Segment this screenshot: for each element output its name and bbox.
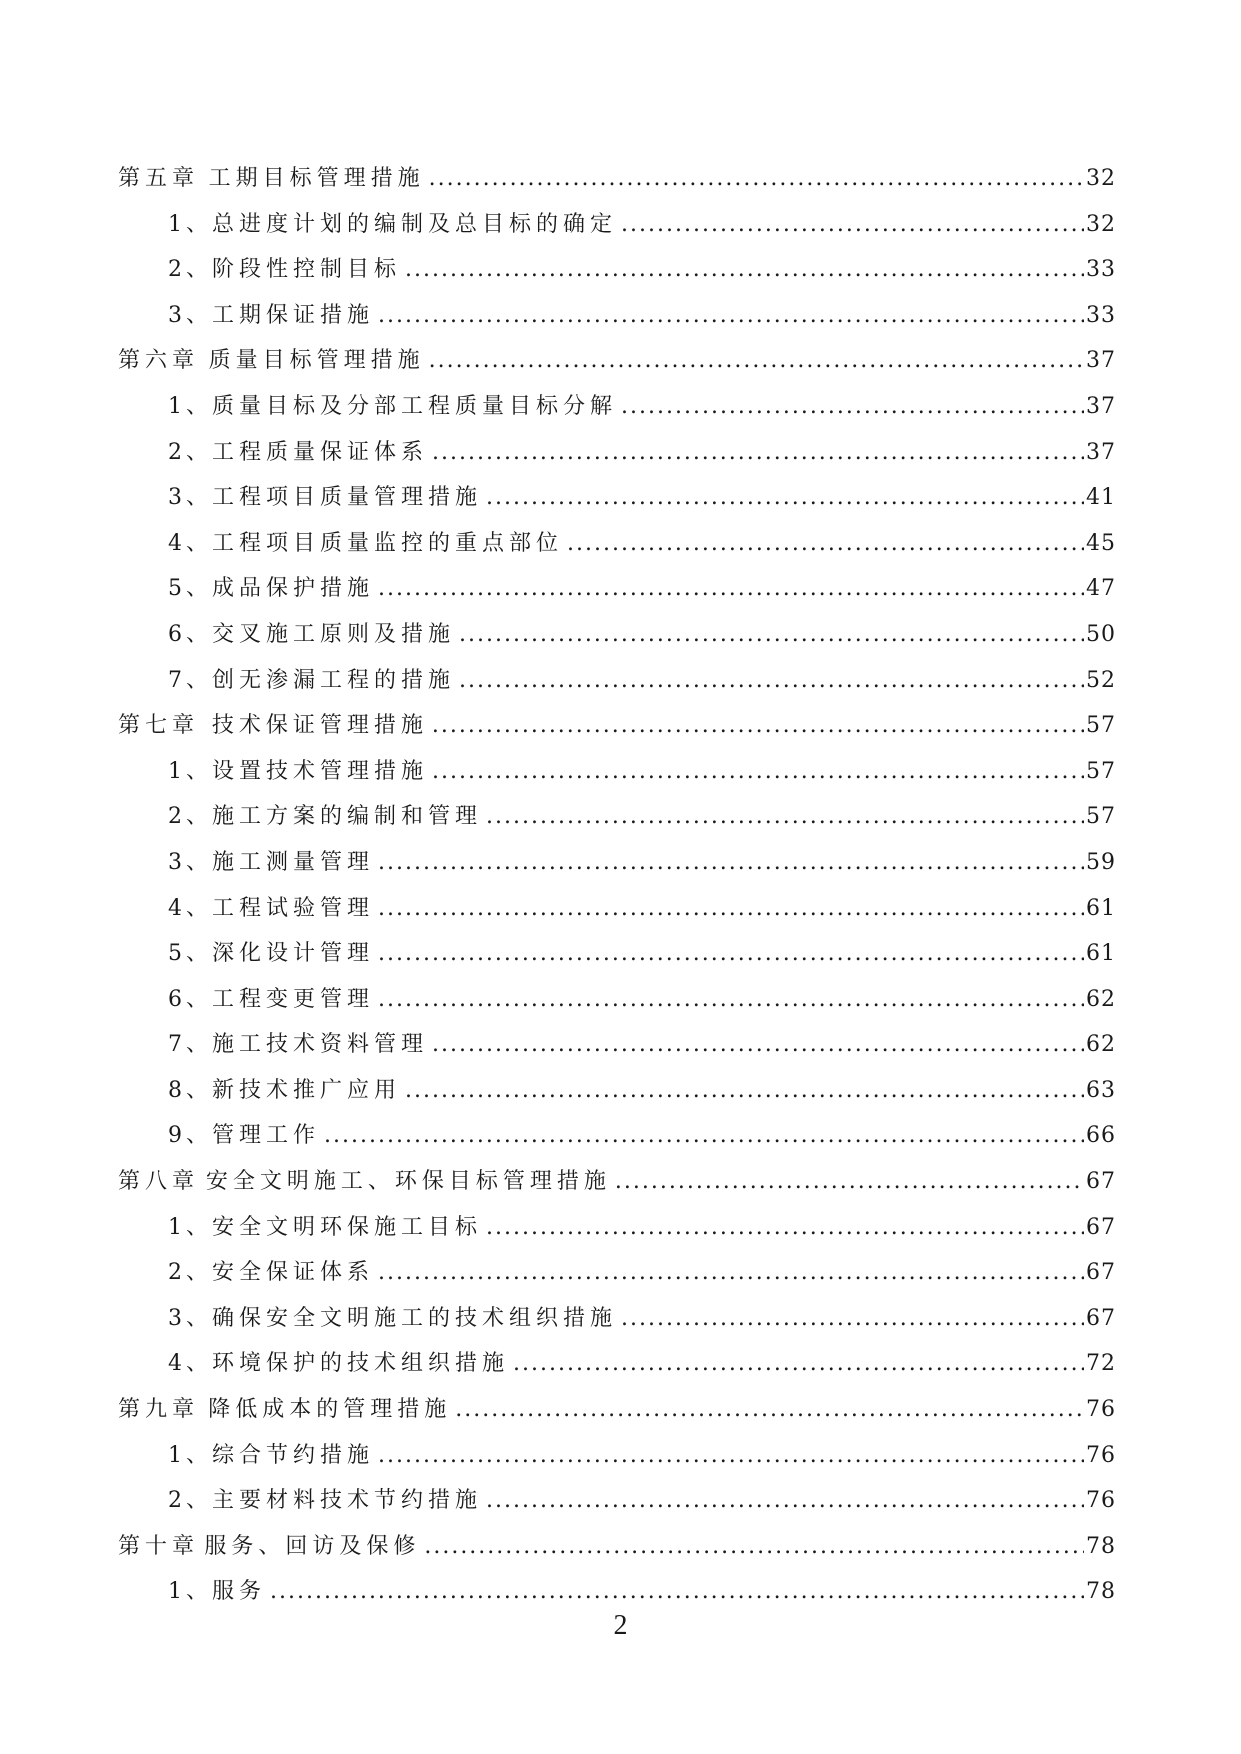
entry-title: 工期目标管理措施 — [208, 166, 425, 191]
toc-section-entry[interactable] — [118, 1478, 1116, 1524]
entry-page-number: 78 — [1086, 1533, 1116, 1559]
entry-title: 施工方案的编制和管理 — [212, 804, 483, 830]
entry-title: 阶段性控制目标 — [212, 257, 402, 283]
section-number: 2、 — [168, 1488, 212, 1514]
section-number: 4、 — [168, 1351, 212, 1377]
entry-title: 环境保护的技术组织措施 — [212, 1351, 510, 1377]
toc-section-entry[interactable] — [118, 475, 1116, 521]
section-number: 1、 — [168, 758, 212, 784]
entry-page-number: 62 — [1086, 1032, 1116, 1058]
entry-page-number: 57 — [1086, 713, 1116, 739]
entry-page-number: 50 — [1086, 621, 1116, 647]
dot-leader — [378, 977, 1084, 1023]
dot-leader — [455, 1387, 1084, 1433]
section-number: 1、 — [168, 1579, 212, 1605]
entry-page-number: 63 — [1086, 1077, 1116, 1103]
entry-title: 工程试验管理 — [212, 895, 375, 921]
dot-leader — [270, 1569, 1084, 1615]
entry-page-number: 37 — [1086, 393, 1116, 419]
entry-page-number: 37 — [1086, 348, 1116, 374]
toc-section-entry[interactable] — [118, 794, 1116, 840]
entry-title: 交叉施工原则及措施 — [212, 621, 456, 647]
toc-section-entry[interactable] — [118, 430, 1116, 476]
entry-title: 施工测量管理 — [212, 849, 375, 875]
dot-leader — [459, 658, 1084, 704]
entry-page-number: 61 — [1086, 941, 1116, 967]
chapter-label: 第七章 — [118, 713, 200, 739]
dot-leader — [621, 384, 1084, 430]
entry-page-number: 78 — [1086, 1579, 1116, 1605]
toc-section-entry[interactable] — [118, 384, 1116, 430]
entry-page-number: 45 — [1086, 530, 1116, 556]
entry-page-number: 47 — [1086, 576, 1116, 602]
chapter-label: 第五章 — [118, 166, 200, 191]
section-number: 9、 — [168, 1123, 212, 1149]
dot-leader — [405, 1068, 1084, 1114]
section-number: 5、 — [168, 941, 212, 967]
dot-leader — [405, 247, 1084, 293]
toc-section-entry[interactable] — [118, 931, 1116, 977]
entry-title: 新技术推广应用 — [212, 1077, 402, 1103]
entry-title: 降低成本的管理措施 — [208, 1397, 452, 1423]
toc-section-entry[interactable] — [118, 293, 1116, 339]
section-number: 1、 — [168, 1214, 212, 1240]
entry-title: 创无渗漏工程的措施 — [212, 667, 456, 693]
entry-title: 技术保证管理措施 — [211, 713, 428, 739]
entry-page-number: 67 — [1086, 1214, 1116, 1240]
entry-page-number: 61 — [1086, 895, 1116, 921]
dot-leader — [378, 1250, 1084, 1296]
dot-leader — [459, 612, 1084, 658]
page-number: 2 — [613, 1610, 628, 1641]
toc-chapter-entry[interactable] — [118, 703, 1116, 749]
dot-leader — [378, 840, 1084, 886]
entry-page-number: 66 — [1086, 1123, 1116, 1149]
toc-section-entry[interactable] — [118, 1022, 1116, 1068]
entry-title: 深化设计管理 — [212, 941, 375, 967]
entry-page-number: 76 — [1086, 1442, 1116, 1468]
toc-chapter-entry[interactable] — [118, 1387, 1116, 1433]
toc-section-entry[interactable] — [118, 566, 1116, 612]
section-number: 3、 — [168, 485, 212, 511]
entry-title: 工程变更管理 — [212, 986, 375, 1012]
section-number: 3、 — [168, 1305, 212, 1331]
entry-page-number: 76 — [1086, 1397, 1116, 1423]
entry-page-number: 32 — [1086, 166, 1116, 191]
section-number: 1、 — [168, 1442, 212, 1468]
entry-page-number: 33 — [1086, 302, 1116, 328]
section-number: 1、 — [168, 211, 212, 237]
dot-leader — [432, 703, 1084, 749]
entry-title: 安全文明环保施工目标 — [212, 1214, 483, 1240]
toc-chapter-entry[interactable] — [118, 338, 1116, 384]
entry-title: 质量目标管理措施 — [208, 348, 425, 374]
toc-section-entry[interactable] — [118, 977, 1116, 1023]
entry-page-number: 41 — [1086, 485, 1116, 511]
toc-section-entry[interactable] — [118, 749, 1116, 795]
toc-section-entry[interactable] — [118, 1205, 1116, 1251]
entry-page-number: 57 — [1086, 804, 1116, 830]
toc-section-entry[interactable] — [118, 247, 1116, 293]
entry-title: 服务、回访及保修 — [204, 1533, 421, 1559]
toc-chapter-entry[interactable] — [118, 1524, 1116, 1570]
section-number: 2、 — [168, 804, 212, 830]
toc-section-entry[interactable] — [118, 521, 1116, 567]
entry-title: 成品保护措施 — [212, 576, 375, 602]
toc-section-entry[interactable] — [118, 886, 1116, 932]
toc-section-entry[interactable] — [118, 202, 1116, 248]
entry-page-number: 37 — [1086, 439, 1116, 465]
dot-leader — [486, 1478, 1084, 1524]
entry-page-number: 76 — [1086, 1488, 1116, 1514]
entry-title: 质量目标及分部工程质量目标分解 — [212, 393, 618, 419]
toc-section-entry[interactable] — [118, 658, 1116, 704]
entry-page-number: 67 — [1086, 1169, 1116, 1195]
entry-page-number: 33 — [1086, 257, 1116, 283]
section-number: 2、 — [168, 439, 212, 465]
toc-section-entry[interactable] — [118, 612, 1116, 658]
entry-page-number: 59 — [1086, 849, 1116, 875]
dot-leader — [513, 1341, 1084, 1387]
entry-title: 安全保证体系 — [212, 1260, 375, 1286]
table-of-contents — [118, 156, 1116, 1615]
dot-leader — [378, 566, 1084, 612]
dot-leader — [621, 202, 1084, 248]
entry-page-number: 67 — [1086, 1260, 1116, 1286]
chapter-label: 第六章 — [118, 348, 200, 374]
entry-title: 工期保证措施 — [212, 302, 375, 328]
dot-leader — [486, 475, 1084, 521]
dot-leader — [378, 1433, 1084, 1479]
dot-leader — [486, 1205, 1084, 1251]
entry-title: 确保安全文明施工的技术组织措施 — [212, 1305, 618, 1331]
entry-title: 工程质量保证体系 — [212, 439, 429, 465]
dot-leader — [378, 931, 1084, 977]
entry-title: 服务 — [212, 1579, 267, 1605]
section-number: 7、 — [168, 667, 212, 693]
entry-page-number: 72 — [1086, 1351, 1116, 1377]
section-number: 2、 — [168, 1260, 212, 1286]
toc-section-entry[interactable] — [118, 1433, 1116, 1479]
dot-leader — [621, 1296, 1084, 1342]
toc-chapter-entry[interactable] — [118, 1159, 1116, 1205]
dot-leader — [432, 430, 1084, 476]
chapter-label: 第十章 — [118, 1533, 200, 1559]
entry-title: 管理工作 — [212, 1123, 321, 1149]
dot-leader — [429, 338, 1084, 384]
toc-section-entry[interactable] — [118, 1296, 1116, 1342]
entry-title: 工程项目质量管理措施 — [212, 485, 483, 511]
dot-leader — [432, 1022, 1084, 1068]
section-number: 4、 — [168, 895, 212, 921]
section-number: 8、 — [168, 1077, 212, 1103]
entry-page-number: 67 — [1086, 1305, 1116, 1331]
entry-title: 工程项目质量监控的重点部位 — [212, 530, 564, 556]
toc-section-entry[interactable] — [118, 840, 1116, 886]
entry-title: 主要材料技术节约措施 — [212, 1488, 483, 1514]
entry-title: 施工技术资料管理 — [212, 1032, 429, 1058]
entry-title: 安全文明施工、环保目标管理措施 — [205, 1169, 611, 1195]
chapter-label: 第八章 — [118, 1169, 200, 1195]
section-number: 6、 — [168, 621, 212, 647]
section-number: 3、 — [168, 849, 212, 875]
toc-section-entry[interactable] — [118, 1113, 1116, 1159]
chapter-label: 第九章 — [118, 1397, 200, 1423]
entry-title: 设置技术管理措施 — [212, 758, 429, 784]
toc-chapter-entry[interactable] — [118, 156, 1116, 202]
toc-section-entry[interactable] — [118, 1569, 1116, 1615]
entry-page-number: 62 — [1086, 986, 1116, 1012]
section-number: 5、 — [168, 576, 212, 602]
dot-leader — [567, 521, 1084, 567]
section-number: 1、 — [168, 393, 212, 419]
dot-leader — [378, 886, 1084, 932]
entry-page-number: 52 — [1086, 667, 1116, 693]
section-number: 7、 — [168, 1032, 212, 1058]
section-number: 2、 — [168, 257, 212, 283]
entry-page-number: 32 — [1086, 211, 1116, 237]
entry-title: 综合节约措施 — [212, 1442, 375, 1468]
section-number: 3、 — [168, 302, 212, 328]
dot-leader — [324, 1113, 1084, 1159]
dot-leader — [378, 293, 1084, 339]
toc-section-entry[interactable] — [118, 1068, 1116, 1114]
dot-leader — [432, 749, 1084, 795]
entry-title: 总进度计划的编制及总目标的确定 — [212, 211, 618, 237]
toc-section-entry[interactable] — [118, 1341, 1116, 1387]
dot-leader — [429, 156, 1084, 202]
toc-section-entry[interactable] — [118, 1250, 1116, 1296]
dot-leader — [424, 1524, 1084, 1570]
dot-leader — [615, 1159, 1084, 1205]
section-number: 6、 — [168, 986, 212, 1012]
entry-page-number: 57 — [1086, 758, 1116, 784]
section-number: 4、 — [168, 530, 212, 556]
dot-leader — [486, 794, 1084, 840]
